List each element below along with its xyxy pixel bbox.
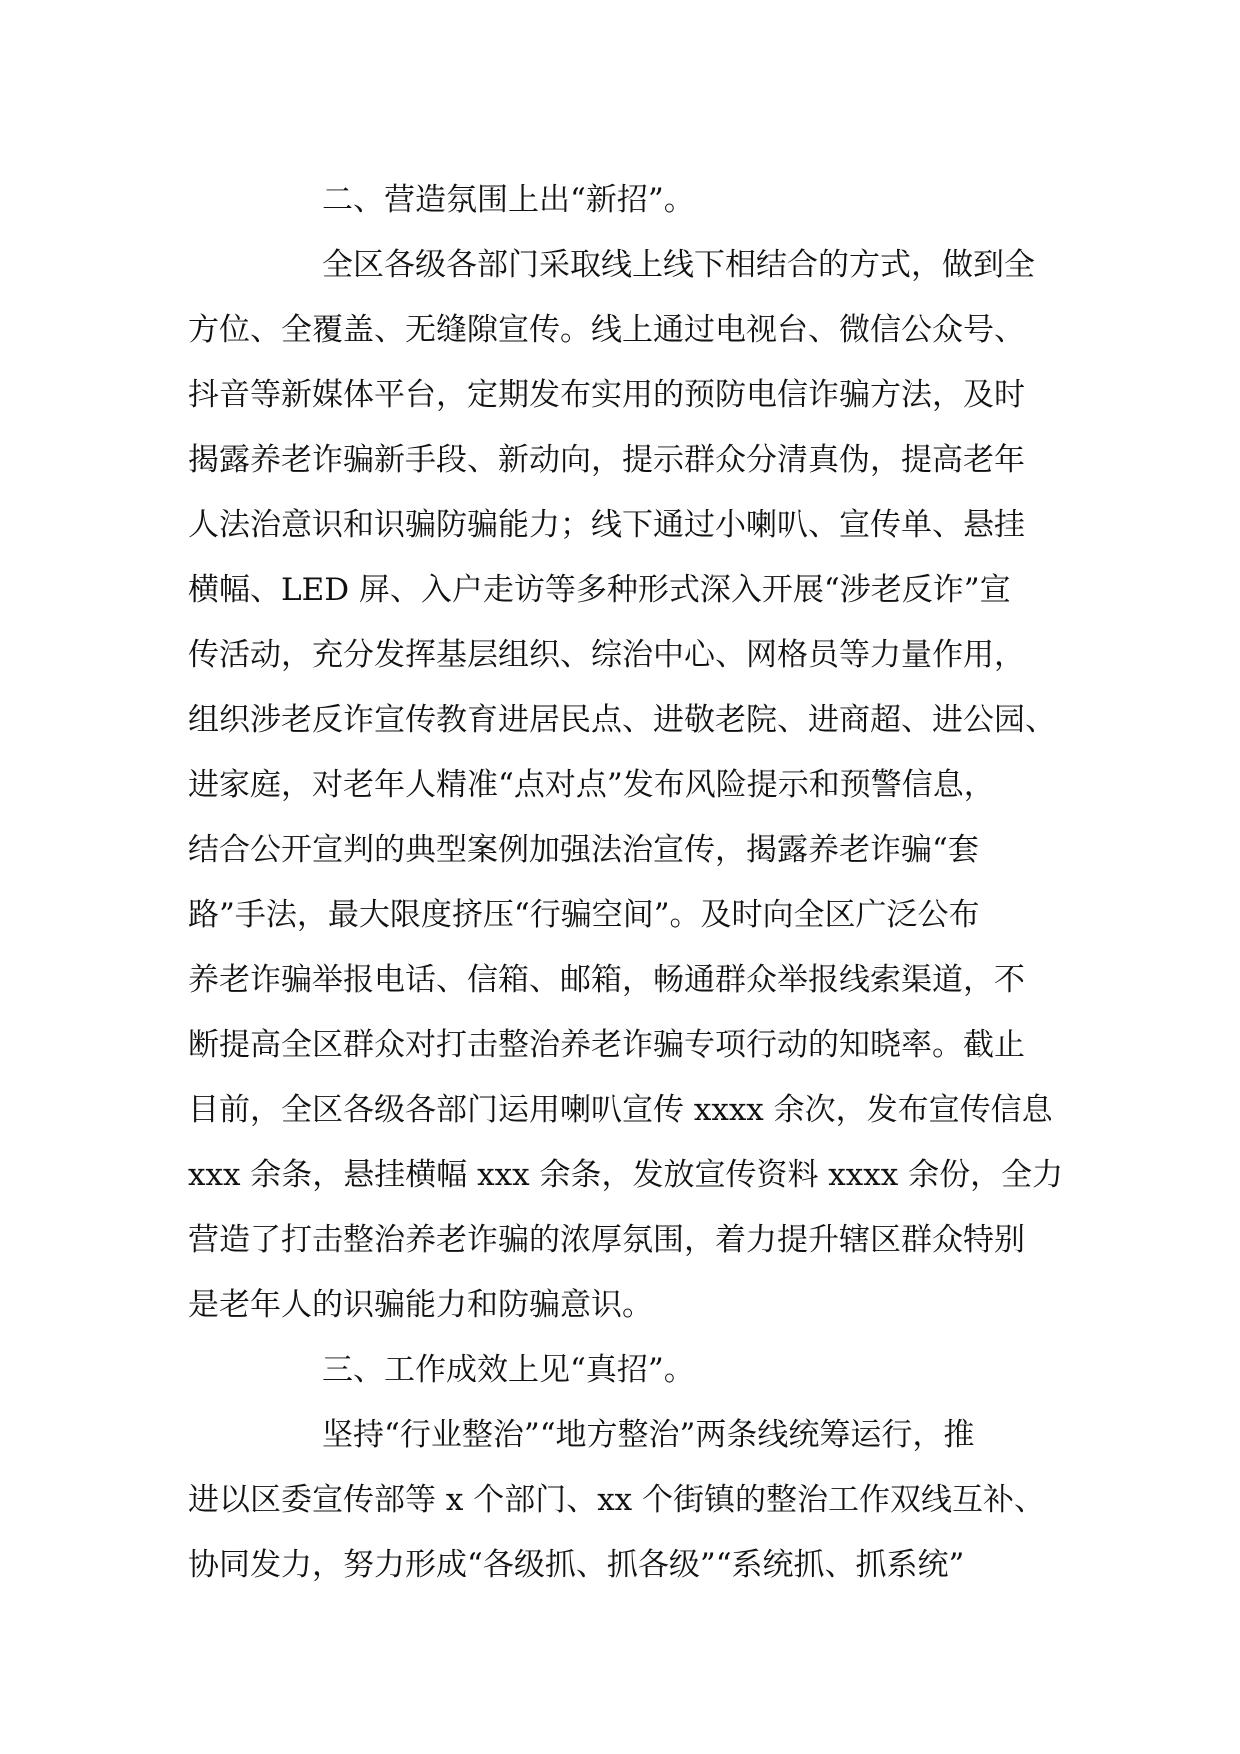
paragraph-line: 养老诈骗举报电话、信箱、邮箱，畅通群众举报线索渠道，不 <box>188 962 1025 998</box>
paragraph-line: 横幅、LED 屏、入户走访等多种形式深入开展“涉老反诈”宣 <box>188 572 1011 608</box>
paragraph-line: 组织涉老反诈宣传教育进居民点、进敬老院、进商超、进公园、 <box>188 702 1056 738</box>
paragraph-line: 目前，全区各级各部门运用喇叭宣传 xxxx 余次，发布宣传信息 <box>188 1092 1053 1128</box>
paragraph-line: 抖音等新媒体平台，定期发布实用的预防电信诈骗方法，及时 <box>188 377 1025 413</box>
paragraph-line: 揭露养老诈骗新手段、新动向，提示群众分清真伪，提高老年 <box>188 442 1025 478</box>
paragraph-line: 营造了打击整治养老诈骗的浓厚氛围，着力提升辖区群众特别 <box>188 1222 1025 1258</box>
paragraph-line: 路”手法，最大限度挤压“行骗空间”。及时向全区广泛公布 <box>188 897 980 933</box>
paragraph-line: 进以区委宣传部等 x 个部门、xx 个街镇的整治工作双线互补、 <box>188 1482 1046 1518</box>
paragraph-line: 坚持“行业整治”“地方整治”两条线统筹运行，推 <box>322 1417 975 1453</box>
paragraph-line: 传活动，充分发挥基层组织、综治中心、网格员等力量作用， <box>188 637 1025 673</box>
section-heading-2: 二、营造氛围上出“新招”。 <box>322 182 695 218</box>
section-heading-3: 三、工作成效上见“真招”。 <box>322 1352 695 1388</box>
paragraph-line: 是老年人的识骗能力和防骗意识。 <box>188 1287 653 1323</box>
paragraph-line: xxx 余条，悬挂横幅 xxx 余条，发放宣传资料 xxxx 余份，全力 <box>188 1157 1064 1193</box>
paragraph-line: 人法治意识和识骗防骗能力；线下通过小喇叭、宣传单、悬挂 <box>188 507 1025 543</box>
document-body <box>188 168 1068 1598</box>
paragraph-line: 进家庭，对老年人精准“点对点”发布风险提示和预警信息， <box>188 767 995 803</box>
paragraph-line: 断提高全区群众对打击整治养老诈骗专项行动的知晓率。截止 <box>188 1027 1025 1063</box>
paragraph-line: 结合公开宣判的典型案例加强法治宣传，揭露养老诈骗“套 <box>188 832 979 868</box>
paragraph-line: 协同发力，努力形成“各级抓、抓各级”“系统抓、抓系统” <box>188 1547 965 1583</box>
paragraph-line: 全区各级各部门采取线上线下相结合的方式，做到全 <box>322 247 1035 283</box>
paragraph-line: 方位、全覆盖、无缝隙宣传。线上通过电视台、微信公众号、 <box>188 312 1025 348</box>
